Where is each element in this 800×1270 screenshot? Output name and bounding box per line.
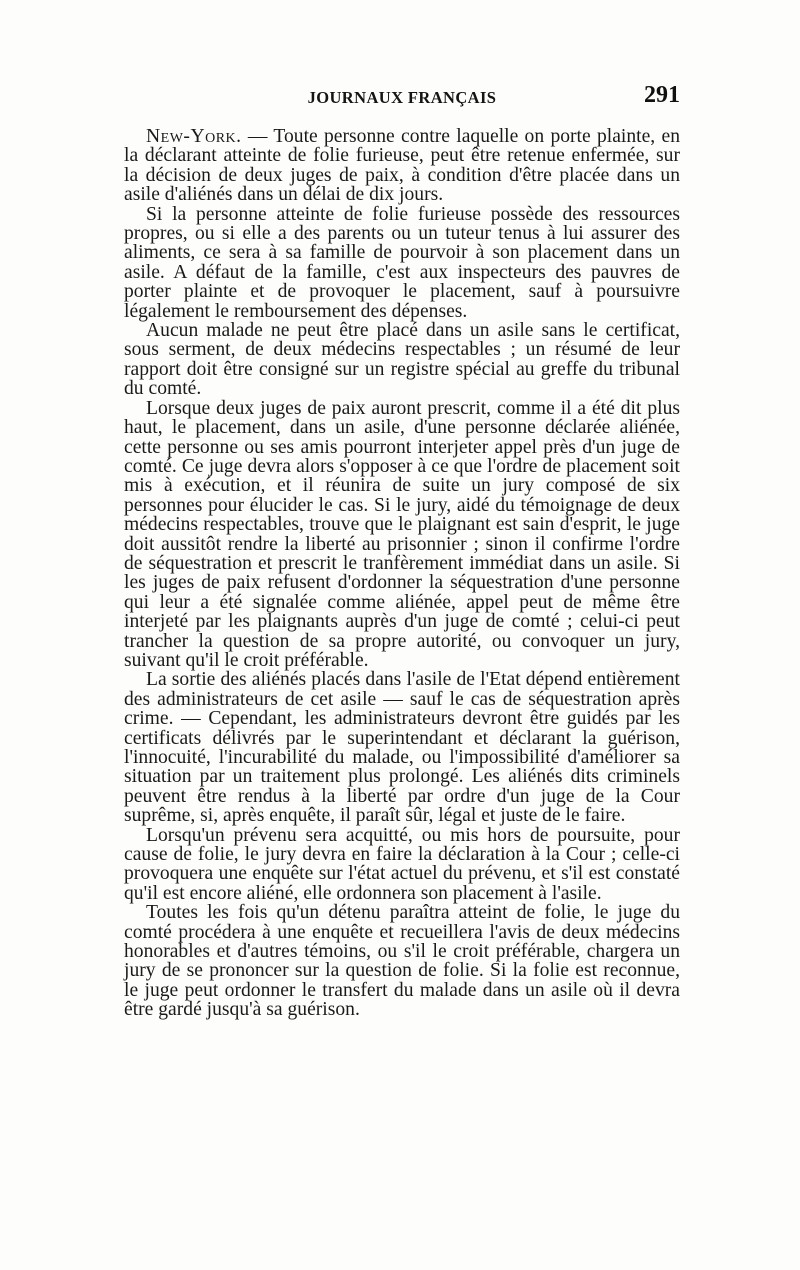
section-lead-word: New-York. <box>146 126 242 147</box>
paragraph: Lorsque deux juges de paix auront prescrit, comme il a été dit plus haut, le placement, dans un asile, d'une personne déclarée aliénée, cette personne ou ses amis pourront interjeter appel près d'un juge de comté. Ce juge devra alors s'opposer à ce que l'ordre de placement soit mis à exécution, et il réunira de suite un jury composé de six personnes pour élucider le cas. Si le jury, aidé du témoignage de deux médecins respectables, trouve que le plaignant est sain d'esprit, le juge doit aussitôt rendre la liberté au prisonnier ; sinon il confirme l'ordre de séquestration et prescrit le tranfèrement immédiat dans un asile. Si les juges de paix refusent d'ordonner la séquestration d'une personne qui leur a été signalée comme aliénée, appel peut de même être interjeté par les plaignants auprès d'un juge de comté ; celui-ci peut trancher la question de sa propre autorité, ou convoquer un jury, suivant qu'il le croit préférable. <box>124 397 680 671</box>
paragraph: Toutes les fois qu'un détenu paraîtra atteint de folie, le juge du comté procédera à une enquête et recueillera l'avis de deux médecins honorables et d'autres témoins, ou s'il le croit préférable, chargera un jury de se prononcer sur la question de folie. Si la folie est reconnue, le juge peut ordonner le transfert du malade dans un asile où il devra être gardé jusqu'à sa guérison. <box>124 902 680 1021</box>
paragraph: Si la personne atteinte de folie furieuse possède des ressources propres, ou si elle a des parents ou un tuteur tenus à lui assurer des aliments, ce sera à sa famille de pourvoir à son placement dans un asile. A défaut de la famille, c'est aux inspecteurs des pauvres de porter plainte et de provoquer le placement, sauf à poursuivre légalement le remboursement des dépenses. <box>124 203 680 322</box>
paragraph: La sortie des aliénés placés dans l'asile de l'Etat dépend entièrement des administrateurs de cet asile — sauf le cas de séquestration après crime. — Cependant, les administrateurs devront être guidés par les certificats délivrés par le superintendant et déclarant la guérison, l'innocuité, l'incurabilité du malade, ou l'impossibilité d'améliorer sa situation par un traitement plus prolongé. Les aliénés dits criminels peuvent être rendus à la liberté par ordre d'un juge de la Cour suprême, si, après enquête, il paraît sûr, légal et juste de le faire. <box>124 669 680 827</box>
paragraph: Aucun malade ne peut être placé dans un asile sans le certificat, sous serment, de deux médecins respectables ; un résumé de leur rapport doit être consigné sur un registre spécial au greffe du tribunal du comté. <box>124 320 680 400</box>
page-number: 291 <box>644 82 680 108</box>
body-text <box>124 127 680 1020</box>
paragraph-new-york <box>124 127 680 205</box>
paragraph: Lorsqu'un prévenu sera acquitté, ou mis hors de poursuite, pour cause de folie, le jury devra en faire la déclaration à la Cour ; celle-ci provoquera une enquête sur l'état actuel du prévenu, et s'il est constaté qu'il est encore aliéné, elle ordonnera son placement à l'asile. <box>124 824 680 904</box>
paragraph-text: — Toute personne contre laquelle on porte plainte, en la déclarant atteinte de folie furieuse, peut être retenue enfermée, sur la décision de deux juges de paix, à condition d'être placée dans un asile d'aliénés dans un délai de dix jours. <box>124 126 680 206</box>
running-title: JOURNAUX FRANÇAIS <box>307 88 497 107</box>
running-head <box>124 82 680 118</box>
